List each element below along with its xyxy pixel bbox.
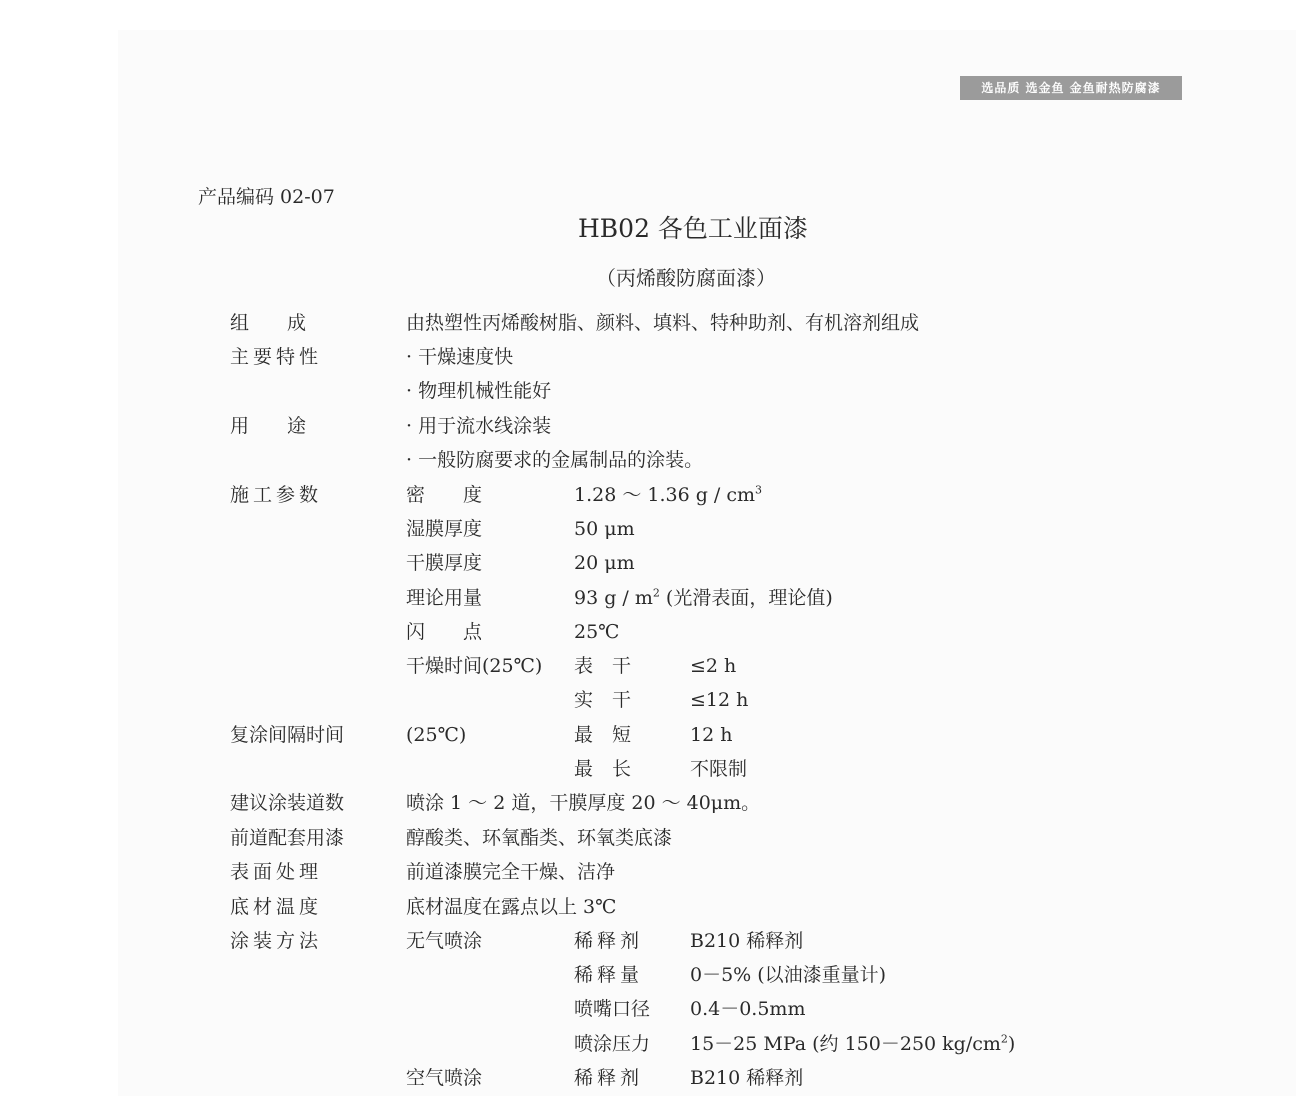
composition-value: 由热塑性丙烯酸树脂、颜料、填料、特种助剂、有机溶剂组成: [406, 312, 920, 334]
dry-film-name: 干膜厚度: [406, 552, 483, 574]
hard-dry-name: 实 干: [574, 689, 632, 711]
surface-dry-name: 表 干: [574, 655, 632, 677]
pressure-name: 喷涂压力: [574, 1033, 651, 1055]
substrate-temp-label: 底材温度: [230, 896, 323, 918]
recoat-max-value: 不限制: [690, 758, 748, 780]
application-label: 涂装方法: [230, 930, 323, 952]
thinner-value: B210 稀释剂: [690, 930, 804, 952]
hard-dry-value: ≤12 h: [690, 689, 749, 711]
airless-spray-name: 无气喷涂: [406, 930, 483, 952]
nozzle-value: 0.4－0.5mm: [690, 998, 806, 1020]
thin-amount-value: 0－5% (以油漆重量计): [690, 964, 887, 986]
density-name: 密 度: [406, 484, 483, 506]
coverage-value: 93 g / $m^2$ (光滑表面，理论值): [574, 586, 833, 609]
params-label: 施工参数: [230, 484, 323, 506]
air-thinner-name: 稀释剂: [574, 1067, 644, 1089]
dry-film-value: 20 μm: [574, 552, 635, 574]
coverage-name: 理论用量: [406, 587, 483, 609]
usage-label: 用 途: [230, 415, 307, 437]
page-subtitle: （丙烯酸防腐面漆）: [596, 266, 776, 290]
air-thinner-value: B210 稀释剂: [690, 1067, 804, 1089]
thin-amount-name: 稀释量: [574, 964, 644, 986]
pressure-value: 15－25 MPa (约 150－250 $kg/cm^2$): [690, 1032, 1016, 1055]
density-value: 1.28 ～ 1.36 g / $cm^3$: [574, 483, 763, 506]
features-item: · 干燥速度快: [406, 346, 514, 368]
recoat-label: 复涂间隔时间: [230, 724, 345, 746]
product-code: 产品编码 02-07: [198, 186, 335, 208]
recoat-min-name: 最 短: [574, 724, 632, 746]
air-spray-name: 空气喷涂: [406, 1067, 483, 1089]
wet-film-value: 50 μm: [574, 518, 635, 540]
features-label: 主要特性: [230, 346, 323, 368]
nozzle-name: 喷嘴口径: [574, 998, 651, 1020]
primer-label: 前道配套用漆: [230, 827, 345, 849]
surface-dry-value: ≤2 h: [690, 655, 737, 677]
wet-film-name: 湿膜厚度: [406, 518, 483, 540]
flash-point-value: 25℃: [574, 621, 620, 643]
usage-item: · 一般防腐要求的金属制品的涂装。: [406, 449, 704, 471]
usage-item: · 用于流水线涂装: [406, 415, 552, 437]
recoat-min-value: 12 h: [690, 724, 733, 746]
surface-prep-label: 表面处理: [230, 861, 323, 883]
recoat-max-name: 最 长: [574, 758, 632, 780]
composition-label: 组 成: [230, 312, 307, 334]
features-item: · 物理机械性能好: [406, 380, 552, 402]
page-title: HB02 各色工业面漆: [578, 214, 808, 243]
thinner-name: 稀释剂: [574, 930, 644, 952]
drying-time-name: 干燥时间(25℃): [406, 655, 543, 677]
coats-label: 建议涂装道数: [230, 792, 345, 814]
primer-value: 醇酸类、环氧酯类、环氧类底漆: [406, 827, 673, 849]
coats-value: 喷涂 1 ～ 2 道，干膜厚度 20 ～ 40μm。: [406, 792, 761, 814]
header-tag: 选品质 选金鱼 金鱼耐热防腐漆: [960, 76, 1182, 100]
surface-prep-value: 前道漆膜完全干燥、洁净: [406, 861, 616, 883]
flash-point-name: 闪 点: [406, 621, 483, 643]
substrate-temp-value: 底材温度在露点以上 3℃: [406, 896, 617, 918]
recoat-condition: (25℃): [406, 724, 467, 746]
